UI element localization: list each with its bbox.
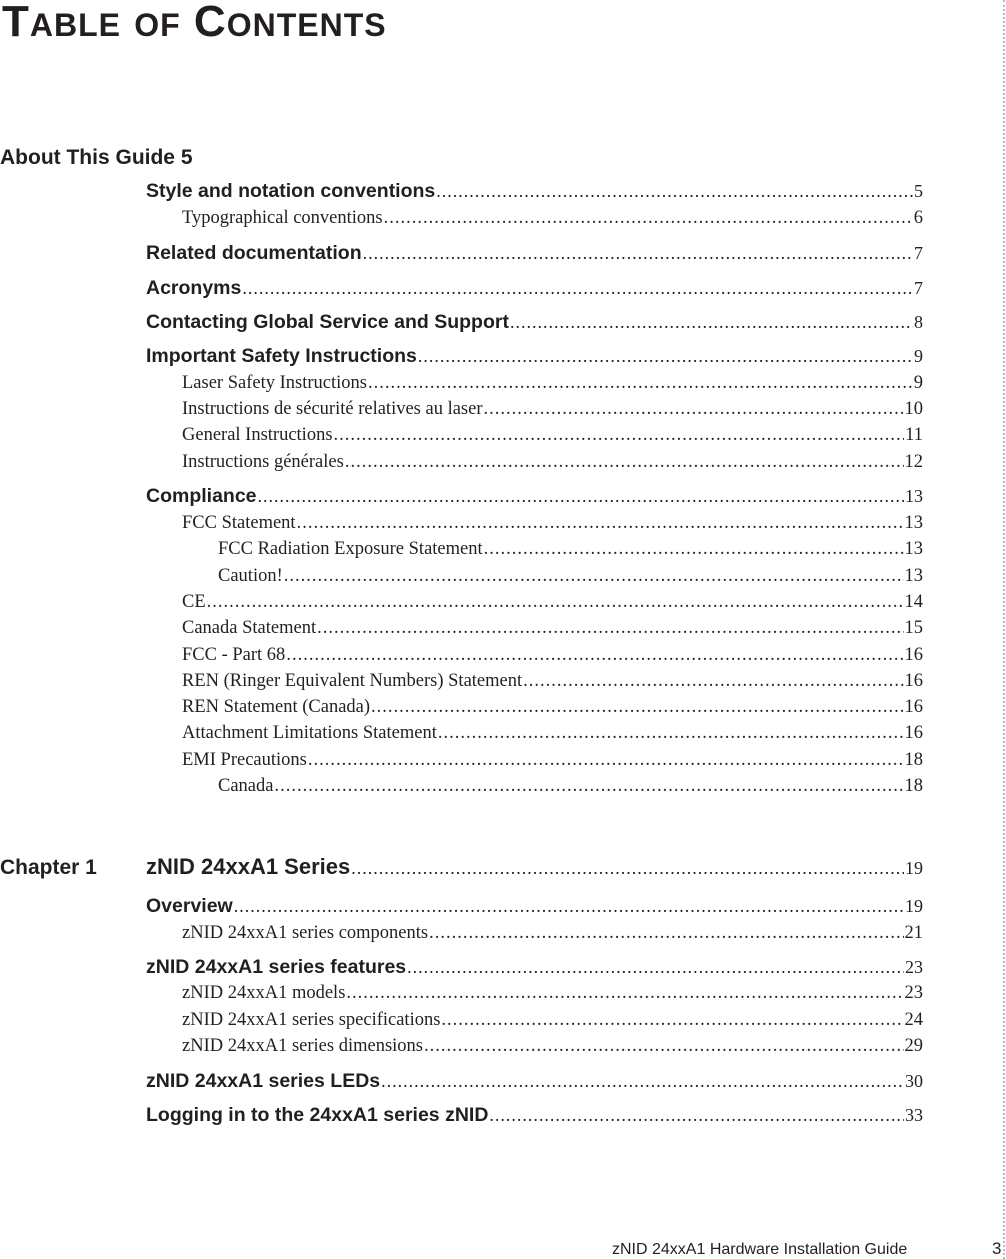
toc-entry[interactable]: FCC Statement ..... 13 [182,513,923,537]
footer-guide-title: zNID 24xxA1 Hardware Installation Guide [612,1241,908,1258]
toc-entry[interactable]: Laser Safety Instructions ..... 9 [182,373,923,397]
toc-entry[interactable]: Caution! ..... 13 [218,566,923,590]
about-guide-heading[interactable]: About This Guide 5 [0,146,193,169]
toc-entry[interactable]: Important Safety Instructions ..... 9 [146,345,923,371]
toc-entry[interactable]: zNID 24xxA1 models ..... 23 [182,983,923,1007]
page-edge-rule [1003,0,1005,1259]
toc-entry[interactable]: Style and notation conventions ..... 5 [146,180,923,206]
toc-entry[interactable]: Overview ..... 19 [146,895,923,921]
toc-entry[interactable]: REN (Ringer Equivalent Numbers) Statement ..... 16 [182,671,923,695]
toc-entry[interactable]: EMI Precautions ..... 18 [182,750,923,774]
toc-entry[interactable]: zNID 24xxA1 series features ..... 23 [146,956,923,982]
toc-entry[interactable]: Typographical conventions ..... 6 [182,208,923,232]
toc-entry[interactable]: Related documentation ..... 7 [146,242,923,268]
toc-entry[interactable]: Logging in to the 24xxA1 series zNID ..... 33 [146,1104,923,1130]
toc-entry[interactable]: zNID 24xxA1 series specifications ..... 24 [182,1010,923,1034]
toc-entry[interactable]: FCC Radiation Exposure Statement ..... 13 [218,539,923,563]
chapter-1-label: Chapter 1 [0,856,97,879]
toc-entry[interactable]: Instructions générales ..... 12 [182,452,923,476]
toc-entry[interactable]: FCC - Part 68 ..... 16 [182,645,923,669]
toc-entry[interactable]: REN Statement (Canada) ..... 16 [182,697,923,721]
footer-page-number: 3 [992,1239,1002,1258]
page-title: TABLE OF CONTENTS [2,0,387,46]
toc-entry[interactable]: zNID 24xxA1 series LEDs ..... 30 [146,1070,923,1096]
toc-entry[interactable]: Compliance ..... 13 [146,485,923,511]
toc-entry[interactable]: Attachment Limitations Statement ..... 16 [182,723,923,747]
toc-entry[interactable]: zNID 24xxA1 series components ..... 21 [182,923,923,947]
chapter-1-title[interactable]: zNID 24xxA1 Series ..... 19 [146,854,923,882]
toc-entry[interactable]: Instructions de sécurité relatives au laser ..... 10 [182,399,923,423]
toc-entry[interactable]: Acronyms ..... 7 [146,277,923,303]
toc-entry[interactable]: Contacting Global Service and Support ..... 8 [146,311,923,337]
toc-entry[interactable]: General Instructions ..... 11 [182,425,923,449]
toc-entry[interactable]: Canada Statement ..... 15 [182,618,923,642]
toc-entry[interactable]: Canada ..... 18 [218,776,923,800]
toc-entry[interactable]: CE ..... 14 [182,592,923,616]
toc-entry[interactable]: zNID 24xxA1 series dimensions ..... 29 [182,1036,923,1060]
